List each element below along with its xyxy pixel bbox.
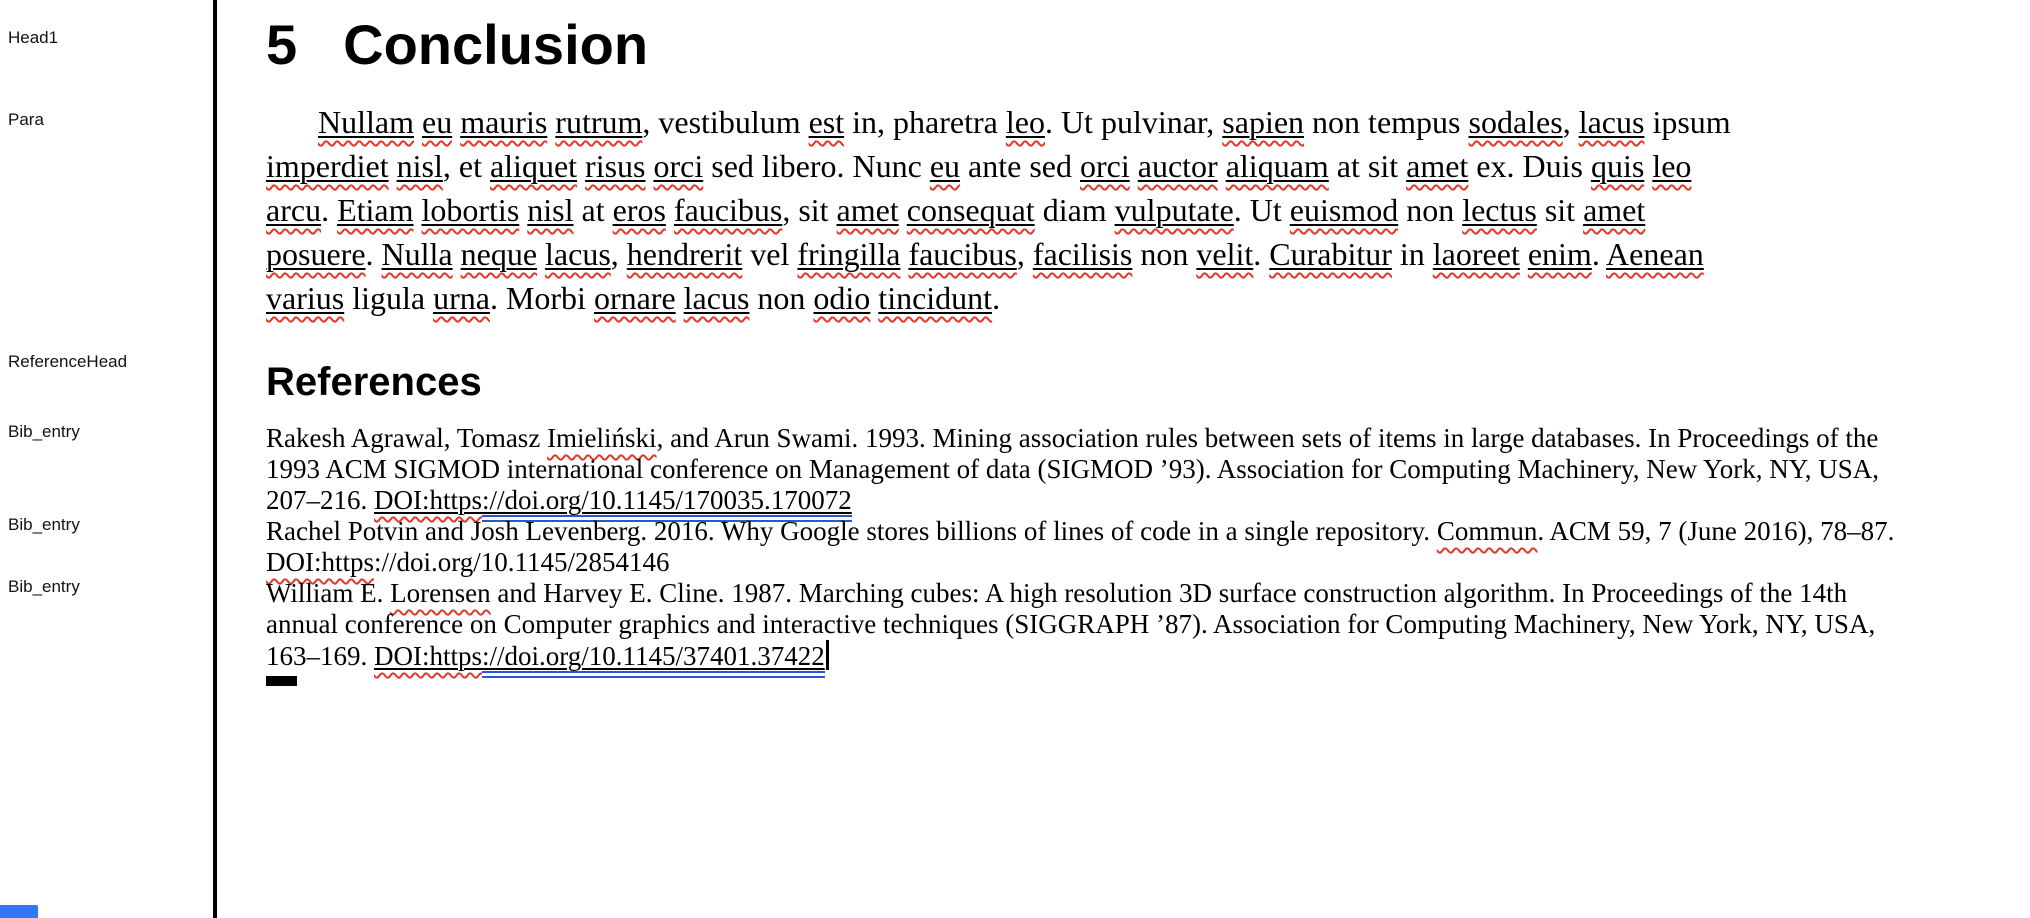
text-run: annual conference on Computer graphics and interactive techniques (SIGGRAPH ’87). Association for Computing Machinery, New York, NY, USA, <box>266 609 1876 639</box>
text-run <box>1520 236 1528 272</box>
text-run: at <box>573 192 613 228</box>
bibliography[interactable] <box>266 423 1894 672</box>
flagged-word: sodales <box>1468 104 1563 140</box>
flagged-word: ornare <box>593 280 676 316</box>
text-run: Rakesh Agrawal, Tomasz <box>266 423 548 453</box>
spellcheck-squiggle <box>809 104 845 140</box>
text-run: , <box>1016 236 1033 272</box>
spellcheck-squiggle <box>930 148 960 184</box>
text-run: . <box>321 192 338 228</box>
flagged-word: DOI:https <box>374 485 482 515</box>
flagged-word: consequat <box>906 192 1035 228</box>
flagged-word: aliquet <box>489 148 578 184</box>
section-number: 5 <box>266 13 298 76</box>
bib-entry <box>266 423 1894 516</box>
spellcheck-squiggle <box>266 236 366 272</box>
flagged-word: varius <box>266 280 345 316</box>
spellcheck-squiggle <box>266 280 344 316</box>
spellcheck-squiggle <box>421 192 519 228</box>
bib-entry <box>266 516 1894 578</box>
flagged-word: eros <box>612 192 666 228</box>
text-line <box>266 276 1731 320</box>
style-label-bib-entry-3[interactable]: Bib_entry <box>8 577 80 596</box>
spellcheck-squiggle <box>1462 192 1537 228</box>
flagged-word: velit <box>1196 236 1254 272</box>
flagged-word: euismod <box>1289 192 1399 228</box>
flagged-word: orci <box>653 148 704 184</box>
flagged-word: eu <box>421 104 453 140</box>
flagged-word: amet <box>1406 148 1469 184</box>
references-heading: References <box>266 360 482 404</box>
flagged-word: hendrerit <box>626 236 743 272</box>
flagged-word: orci <box>1080 148 1130 184</box>
text-run <box>537 236 545 272</box>
text-run <box>666 192 674 228</box>
flagged-word: lacus <box>683 280 750 316</box>
flagged-word: odio <box>813 280 871 316</box>
spellcheck-squiggle <box>397 148 443 184</box>
text-line <box>266 454 1894 485</box>
doi-link[interactable]: ://doi.org/10.1145/170035.170072 <box>482 485 852 522</box>
spellcheck-squiggle <box>382 236 453 272</box>
spellcheck-squiggle <box>1437 516 1538 546</box>
text-run: Rachel Potvin and Josh Levenberg. 2016. Why Google stores billions of lines of code in a single repository. <box>266 516 1437 546</box>
text-line <box>266 144 1731 188</box>
flagged-word: risus <box>585 148 646 184</box>
spellcheck-squiggle <box>374 641 482 671</box>
text-line <box>266 188 1731 232</box>
spellcheck-squiggle <box>390 578 490 608</box>
flagged-word: aliquam <box>1225 148 1329 184</box>
text-run: non tempus <box>1304 104 1469 140</box>
doi-link[interactable]: ://doi.org/10.1145/37401.37422 <box>482 641 825 678</box>
text-run: ante sed <box>960 148 1080 184</box>
spellcheck-squiggle <box>318 104 414 140</box>
flagged-word: leo <box>1005 104 1045 140</box>
flagged-word: auctor <box>1137 148 1218 184</box>
text-run: non <box>1398 192 1463 228</box>
spellcheck-squiggle <box>837 192 899 228</box>
flagged-word: facilisis <box>1032 236 1133 272</box>
flagged-word: nisl <box>527 192 574 228</box>
text-run <box>1130 148 1138 184</box>
spellcheck-squiggle <box>1269 236 1392 272</box>
spellcheck-squiggle <box>627 236 743 272</box>
section-heading <box>266 14 648 76</box>
spellcheck-squiggle <box>555 104 642 140</box>
text-cursor <box>826 640 829 670</box>
spellcheck-squiggle <box>594 280 676 316</box>
text-run: in, pharetra <box>844 104 1006 140</box>
text-line <box>266 485 1894 516</box>
text-run <box>577 148 585 184</box>
flagged-word: amet <box>836 192 899 228</box>
spellcheck-squiggle <box>1138 148 1218 184</box>
text-line <box>266 423 1894 454</box>
spellcheck-squiggle <box>1406 148 1468 184</box>
spellcheck-squiggle <box>490 148 577 184</box>
text-line <box>266 100 1731 144</box>
text-run: ipsum <box>1644 104 1731 140</box>
spellcheck-squiggle <box>585 148 645 184</box>
section-title: Conclusion <box>343 13 649 76</box>
text-run: , et <box>442 148 490 184</box>
text-run <box>389 148 397 184</box>
text-run: . <box>1253 236 1270 272</box>
spellcheck-squiggle <box>266 192 321 228</box>
spellcheck-squiggle <box>547 423 657 453</box>
spellcheck-squiggle <box>1652 148 1691 184</box>
text-run: ligula <box>344 280 434 316</box>
spellcheck-squiggle <box>1196 236 1253 272</box>
spellcheck-squiggle <box>878 280 992 316</box>
spellcheck-squiggle <box>1433 236 1520 272</box>
flagged-word: lacus <box>545 236 611 272</box>
text-run: ex. Duis <box>1468 148 1591 184</box>
spellcheck-squiggle <box>545 236 611 272</box>
text-line <box>266 547 1894 578</box>
spellcheck-squiggle <box>907 192 1035 228</box>
text-run <box>899 192 907 228</box>
spellcheck-squiggle <box>908 236 1016 272</box>
spellcheck-squiggle <box>684 280 750 316</box>
spellcheck-squiggle <box>1606 236 1704 272</box>
text-run <box>1218 148 1226 184</box>
flagged-word: Commun <box>1436 516 1538 546</box>
text-line <box>266 516 1894 547</box>
text-run: 1993 ACM SIGMOD international conference on Management of data (SIGMOD ’93). Association for Computing Machinery, New York, NY, USA, <box>266 454 1880 484</box>
flagged-word: urna <box>433 280 490 316</box>
spellcheck-squiggle <box>1583 192 1645 228</box>
spellcheck-squiggle <box>422 104 452 140</box>
spellcheck-squiggle <box>1528 236 1592 272</box>
flagged-word: sapien <box>1222 104 1305 140</box>
flagged-word: laoreet <box>1432 236 1520 272</box>
spellcheck-squiggle <box>613 192 666 228</box>
text-run: vel <box>742 236 798 272</box>
flagged-word: quis <box>1590 148 1645 184</box>
flagged-word: posuere <box>266 236 366 272</box>
style-label-bib-entry-2[interactable]: Bib_entry <box>8 515 80 534</box>
text-run: . Ut pulvinar, <box>1044 104 1223 140</box>
spellcheck-squiggle <box>674 192 782 228</box>
spellcheck-squiggle <box>813 280 870 316</box>
spellcheck-squiggle <box>433 280 490 316</box>
spellcheck-squiggle <box>1591 148 1644 184</box>
text-run: at sit <box>1328 148 1407 184</box>
spellcheck-squiggle <box>1468 104 1562 140</box>
spellcheck-squiggle <box>1006 104 1045 140</box>
flagged-word: mauris <box>460 104 548 140</box>
text-run: diam <box>1034 192 1115 228</box>
text-run: , vestibulum <box>642 104 809 140</box>
text-run: , <box>610 236 627 272</box>
flagged-word: leo <box>1652 148 1692 184</box>
spellcheck-squiggle <box>1226 148 1329 184</box>
flagged-word: tincidunt <box>878 280 993 316</box>
flagged-word: DOI:https <box>374 641 482 671</box>
text-run: . Ut <box>1233 192 1290 228</box>
flagged-word: Aenean <box>1606 236 1704 272</box>
text-line <box>266 609 1894 640</box>
spellcheck-squiggle <box>1115 192 1234 228</box>
text-run: and Harvey E. Cline. 1987. Marching cubes: A high resolution 3D surface construction algorithm. In Proceedings of the 14th <box>490 578 1848 608</box>
flagged-word: eu <box>929 148 961 184</box>
text-run: in <box>1391 236 1433 272</box>
text-run: sit <box>1536 192 1584 228</box>
spellcheck-squiggle <box>797 236 900 272</box>
style-label-head1[interactable]: Head1 <box>8 28 59 47</box>
flagged-word: DOI:https <box>266 547 374 577</box>
text-run: , and Arun Swami. 1993. Mining association rules between sets of items in large databases. In Proceedings of the <box>656 423 1879 453</box>
spellcheck-squiggle <box>1033 236 1133 272</box>
flagged-word: est <box>808 104 845 140</box>
text-run: , <box>1562 104 1579 140</box>
flagged-word: Etiam <box>337 192 414 228</box>
text-run: ://doi.org/10.1145/2854146 <box>374 547 670 577</box>
spellcheck-squiggle <box>266 547 374 577</box>
spellcheck-squiggle <box>337 192 413 228</box>
text-run: non <box>749 280 814 316</box>
spellcheck-squiggle <box>374 485 482 515</box>
spellcheck-squiggle <box>1579 104 1645 140</box>
text-run: William E. <box>266 578 391 608</box>
text-line <box>266 578 1894 609</box>
flagged-word: lobortis <box>421 192 520 228</box>
flagged-word: fringilla <box>797 236 901 272</box>
text-run: 163–169. <box>266 641 374 671</box>
text-run: 207–216. <box>266 485 374 515</box>
spellcheck-squiggle <box>266 148 389 184</box>
spellcheck-squiggle <box>460 104 547 140</box>
text-run <box>453 236 461 272</box>
text-line <box>266 232 1731 276</box>
text-run: . <box>992 280 1001 316</box>
paragraph[interactable] <box>266 100 1731 320</box>
flagged-word: arcu <box>266 192 322 228</box>
flagged-word: faucibus <box>673 192 783 228</box>
style-label-para[interactable]: Para <box>8 110 44 129</box>
spellcheck-squiggle <box>461 236 537 272</box>
text-run: . <box>365 236 382 272</box>
flagged-word: imperdiet <box>266 148 389 184</box>
flagged-word: Curabitur <box>1269 236 1392 272</box>
text-run <box>452 104 460 140</box>
flagged-word: nisl <box>396 148 443 184</box>
text-run: sed libero. Nunc <box>703 148 930 184</box>
flagged-word: lacus <box>1578 104 1645 140</box>
flagged-word: lectus <box>1462 192 1537 228</box>
flagged-word: Lorensen <box>390 578 491 608</box>
text-run: non <box>1132 236 1197 272</box>
text-run: . <box>1591 236 1607 272</box>
style-label-referencehead[interactable]: ReferenceHead <box>8 352 128 371</box>
spellcheck-squiggle <box>527 192 573 228</box>
spellcheck-squiggle <box>1290 192 1398 228</box>
end-of-flow-marker-icon <box>266 676 297 686</box>
text-run: . ACM 59, 7 (June 2016), 78–87. <box>1537 516 1895 546</box>
flagged-word: enim <box>1527 236 1592 272</box>
flagged-word: Nulla <box>381 236 453 272</box>
text-run: . Morbi <box>489 280 594 316</box>
flagged-word: rutrum <box>555 104 643 140</box>
spellcheck-squiggle <box>1080 148 1130 184</box>
text-run: , sit <box>782 192 837 228</box>
text-run <box>676 280 684 316</box>
spellcheck-squiggle <box>653 148 703 184</box>
text-run <box>414 104 422 140</box>
flagged-word: faucibus <box>908 236 1017 272</box>
text-line <box>266 640 1894 672</box>
flagged-word: vulputate <box>1114 192 1234 228</box>
flagged-word: neque <box>460 236 538 272</box>
flagged-word: Nullam <box>318 104 414 140</box>
bib-entry <box>266 578 1894 672</box>
style-label-bib-entry-1[interactable]: Bib_entry <box>8 422 80 441</box>
spellcheck-squiggle <box>1222 104 1304 140</box>
flagged-word: amet <box>1583 192 1646 228</box>
flagged-word: Imieliński <box>547 423 657 453</box>
corner-blue-marker-icon <box>0 905 38 918</box>
